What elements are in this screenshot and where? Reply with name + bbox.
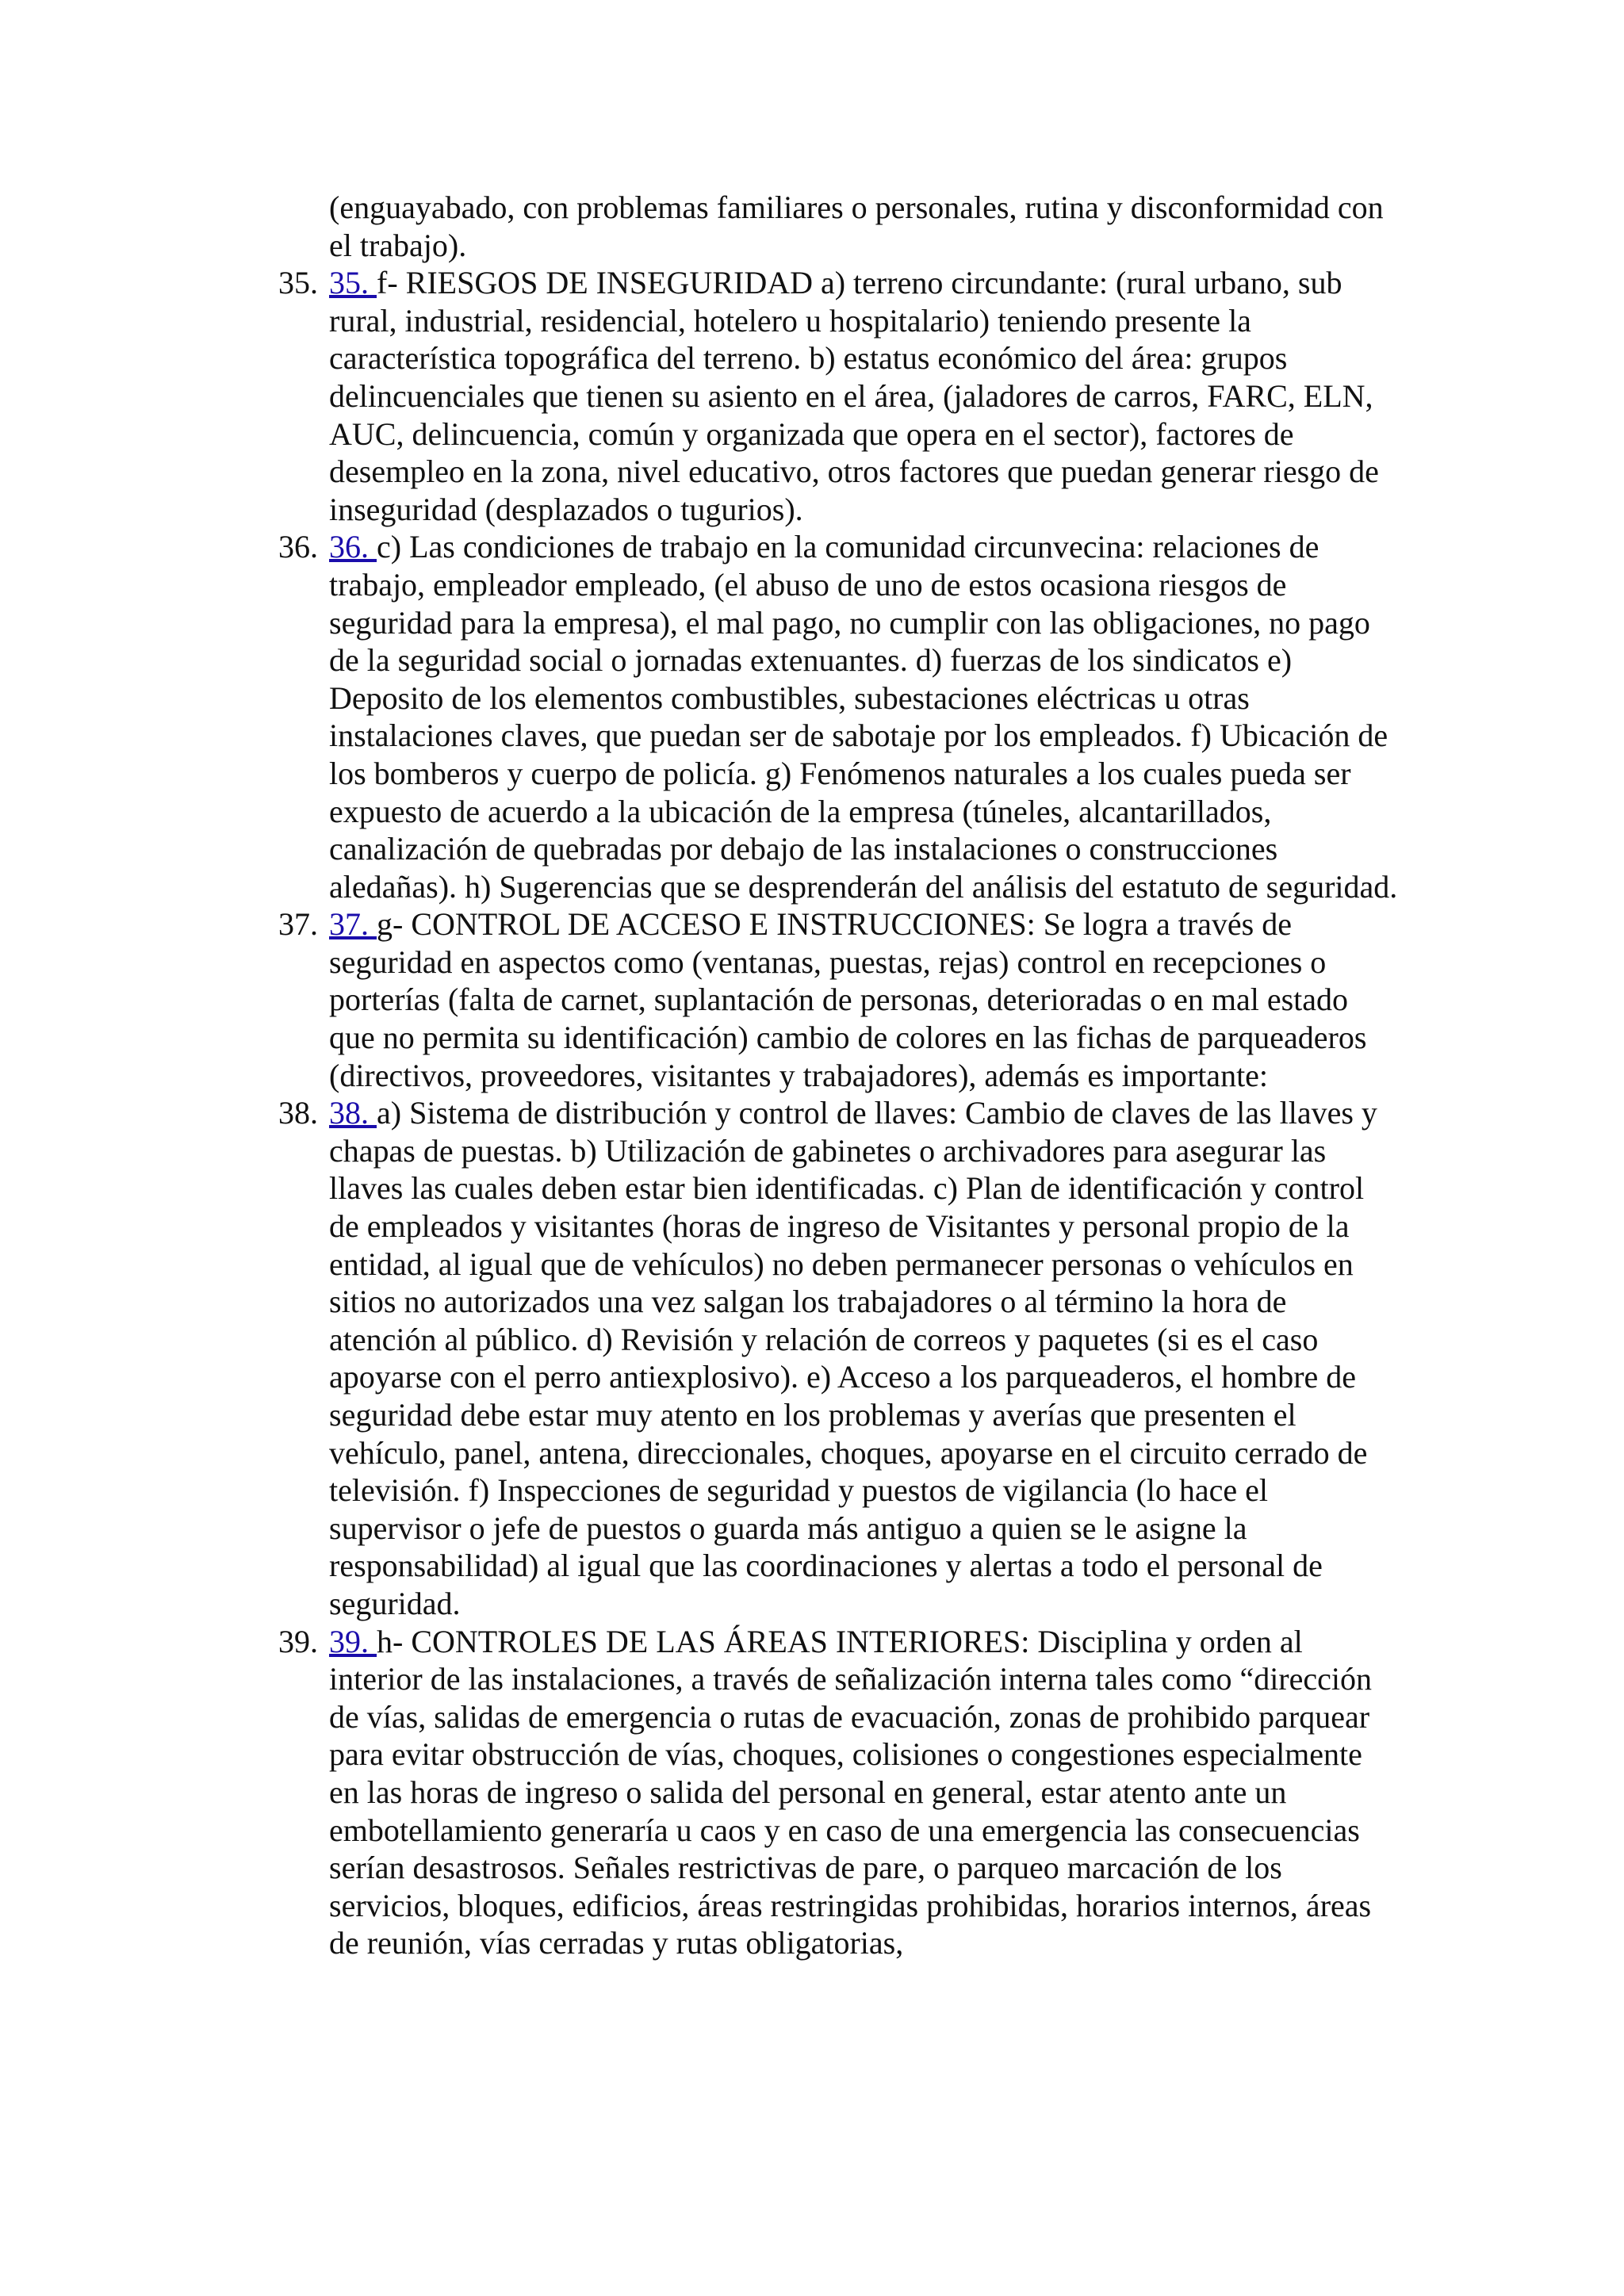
list-item (278, 905, 1400, 1094)
continuation-paragraph: (enguayabado, con problemas familiares o personales, rutina y disconformidad con el trabajo). (329, 189, 1384, 263)
item-text: g- CONTROL DE ACCESO E INSTRUCCIONES: Se logra a través de seguridad en aspectos como (ventanas, puestas, rejas) control en recepciones o porterías (falta de carnet, suplantación de personas, deterioradas o en mal estado que no permita su identificación) cambio de colores en las fichas de parqueaderos (directivos, proveedores, visitantes y trabajadores), además es importante: (329, 906, 1367, 1093)
item-anchor-link[interactable]: 37. (329, 906, 377, 943)
item-number: 39. (278, 1623, 318, 1659)
item-text: f- RIESGOS DE INSEGURIDAD a) terreno circundante: (rural urbano, sub rural, industrial, residencial, hotelero u hospitalario) teniendo presente la característica topográfica del terreno. b) estatus económico del área: grupos delincuenciales que tienen su asiento en el área, (jaladores de carros, FARC, ELN, AUC, delincuencia, común y organizada que opera en el sector), factores de desempleo en la zona, nivel educativo, otros factores que puedan generar riesgo de inseguridad (desplazados o tugurios). (329, 265, 1379, 527)
item-text: c) Las condiciones de trabajo en la comunidad circunvecina: relaciones de trabajo, empleador empleado, (el abuso de uno de estos ocasiona riesgos de seguridad para la empresa), el mal pago, no cumplir con las obligaciones, no pago de la seguridad social o jornadas extenuantes. d) fuerzas de los sindicatos e) Deposito de los elementos combustibles, subestaciones eléctricas u otras instalaciones claves, que puedan ser de sabotaje por los empleados. f) Ubicación de los bomberos y cuerpo de policía. g) Fenómenos naturales a los cuales pueda ser expuesto de acuerdo a la ubicación de la empresa (túneles, alcantarillados, canalización de quebradas por debajo de las instalaciones o construcciones aledañas). h) Sugerencias que se desprenderán del análisis del estatuto de seguridad. (329, 529, 1398, 905)
item-number: 38. (278, 1095, 318, 1131)
list-item (278, 1094, 1400, 1622)
list-item (278, 264, 1400, 528)
item-number: 37. (278, 906, 318, 943)
item-anchor-link[interactable]: 36. (329, 529, 377, 565)
item-text: h- CONTROLES DE LAS ÁREAS INTERIORES: Disciplina y orden al interior de las instalaciones, a través de señalización interna tales como “dirección de vías, salidas de emergencia o rutas de evacuación, zonas de prohibido parquear para evitar obstrucción de vías, choques, colisiones o congestiones especialmente en las horas de ingreso o salida del personal en general, estar atento ante un embotellamiento generaría u caos y en caso de una emergencia las consecuencias serían desastrosos. Señales restrictivas de pare, o parqueo marcación de los servicios, bloques, edificios, áreas restringidas prohibidas, horarios internos, áreas de reunión, vías cerradas y rutas obligatorias, (329, 1623, 1372, 1961)
item-anchor-link[interactable]: 39. (329, 1623, 377, 1659)
document-body (278, 189, 1400, 1962)
item-text: a) Sistema de distribución y control de llaves: Cambio de claves de las llaves y chapas de puestas. b) Utilización de gabinetes o archivadores para asegurar las llaves las cuales deben estar bien identificadas. c) Plan de identificación y control de empleados y visitantes (horas de ingreso de Visitantes y personal propio de la entidad, al igual que de vehículos) no deben permanecer personas o vehículos en sitios no autorizados una vez salgan los trabajadores o al término la hora de atención al público. d) Revisión y relación de correos y paquetes (si es el caso apoyarse con el perro antiexplosivo). e) Acceso a los parqueaderos, el hombre de seguridad debe estar muy atento en los problemas y averías que presenten el vehículo, panel, antena, direccionales, choques, apoyarse en el circuito cerrado de televisión. f) Inspecciones de seguridad y puestos de vigilancia (lo hace el supervisor o jefe de puestos o guarda más antiguo a quien se le asigne la responsabilidad) al igual que las coordinaciones y alertas a todo el personal de seguridad. (329, 1095, 1377, 1621)
item-number: 36. (278, 529, 318, 565)
item-anchor-link[interactable]: 38. (329, 1095, 377, 1131)
list-item (278, 1623, 1400, 1962)
item-anchor-link[interactable]: 35. (329, 265, 377, 301)
list-item (278, 528, 1400, 905)
item-number: 35. (278, 265, 318, 301)
